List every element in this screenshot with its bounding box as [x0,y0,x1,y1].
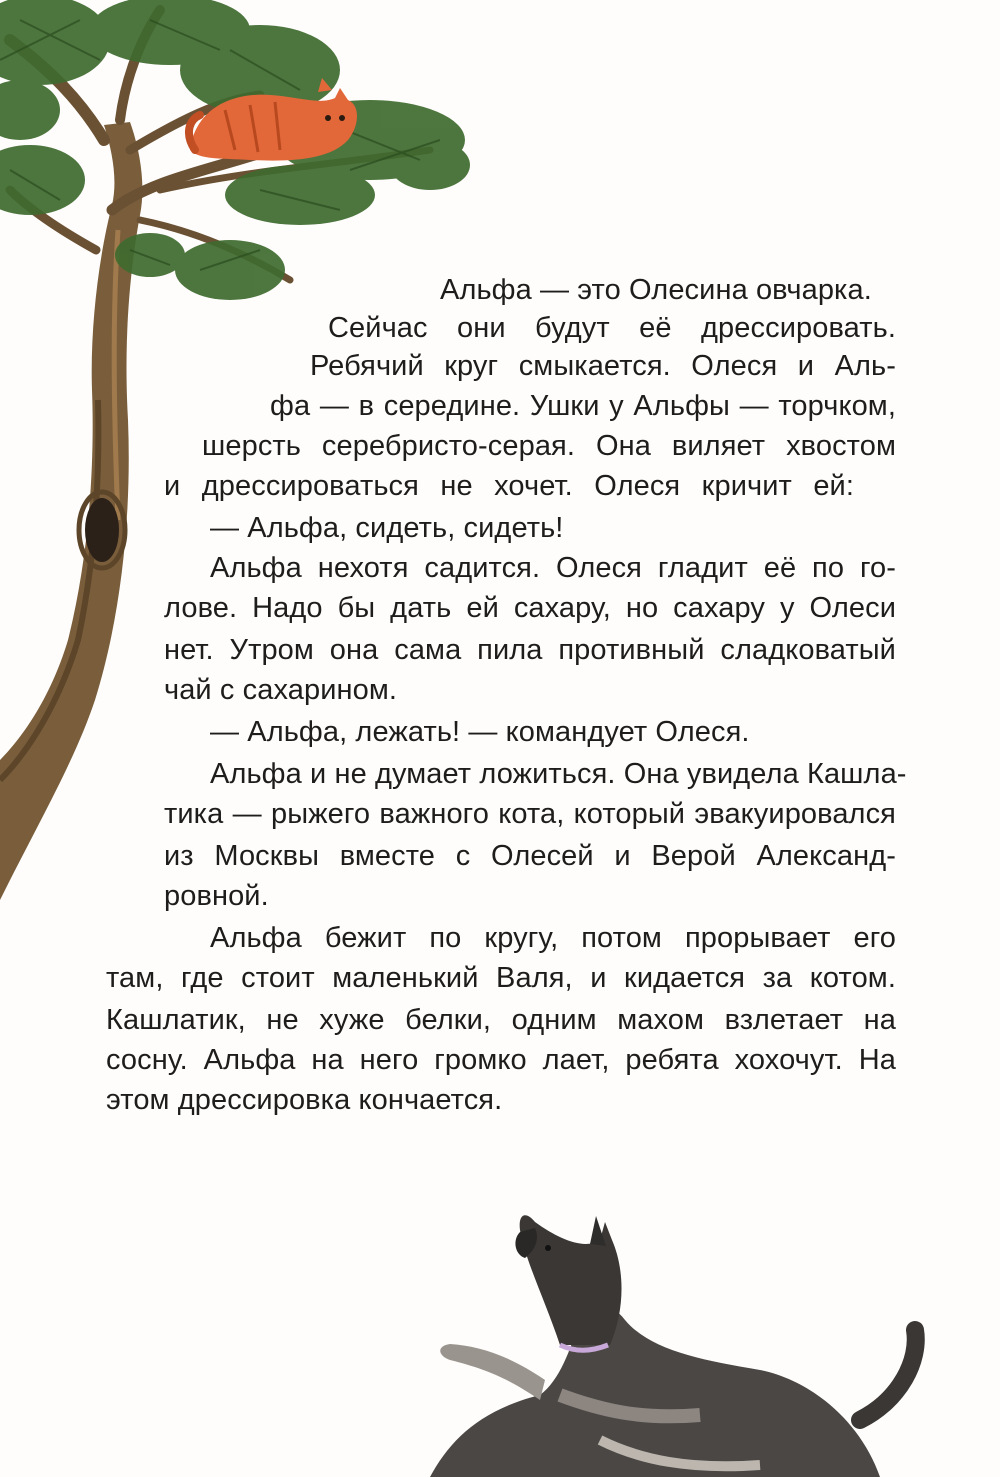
text-line: Альфа и не думает ложиться. Она увидела Кашла- [210,758,907,790]
text-line: тика — рыжего важного кота, который эвакуировался [164,798,896,830]
text-line: Кашлатик, не хуже белки, одним махом взлетает на [106,1004,896,1036]
text-line: лове. Надо бы дать ей сахару, но сахару у Олеси [164,592,896,624]
text-line: — Альфа, сидеть, сидеть! [210,512,564,544]
text-line: из Москвы вместе с Олесей и Верой Александ- [164,840,896,872]
text-line: ровной. [164,880,269,912]
text-line: — Альфа, лежать! — командует Олеся. [210,716,750,748]
text-line: Альфа бежит по кругу, потом прорывает его [210,922,896,954]
text-line: чай с сахарином. [164,674,398,706]
text-line: Альфа — это Олесина овчарка. [440,274,872,306]
text-line: там, где стоит маленький Валя, и кидается за котом. [106,962,896,994]
text-line: Ребячий круг смыкается. Олеся и Аль- [310,350,896,382]
text-line: шерсть серебристо-серая. Она виляет хвостом [202,430,896,462]
text-line: сосну. Альфа на него громко лает, ребята хохочут. На [106,1044,896,1076]
text-line: Альфа нехотя садится. Олеся гладит её по го- [210,552,896,584]
text-line: и дрессироваться не хочет. Олеся кричит ей: [164,470,854,502]
text-line: Сейчас они будут её дрессировать. [328,312,896,344]
text-line: нет. Утром она сама пила противный сладковатый [164,634,896,666]
grey-shepherd-dog-illustration [430,1215,916,1477]
text-line: фа — в середине. Ушки у Альфы — торчком, [270,390,896,422]
text-line: этом дрессировка кончается. [106,1084,503,1116]
